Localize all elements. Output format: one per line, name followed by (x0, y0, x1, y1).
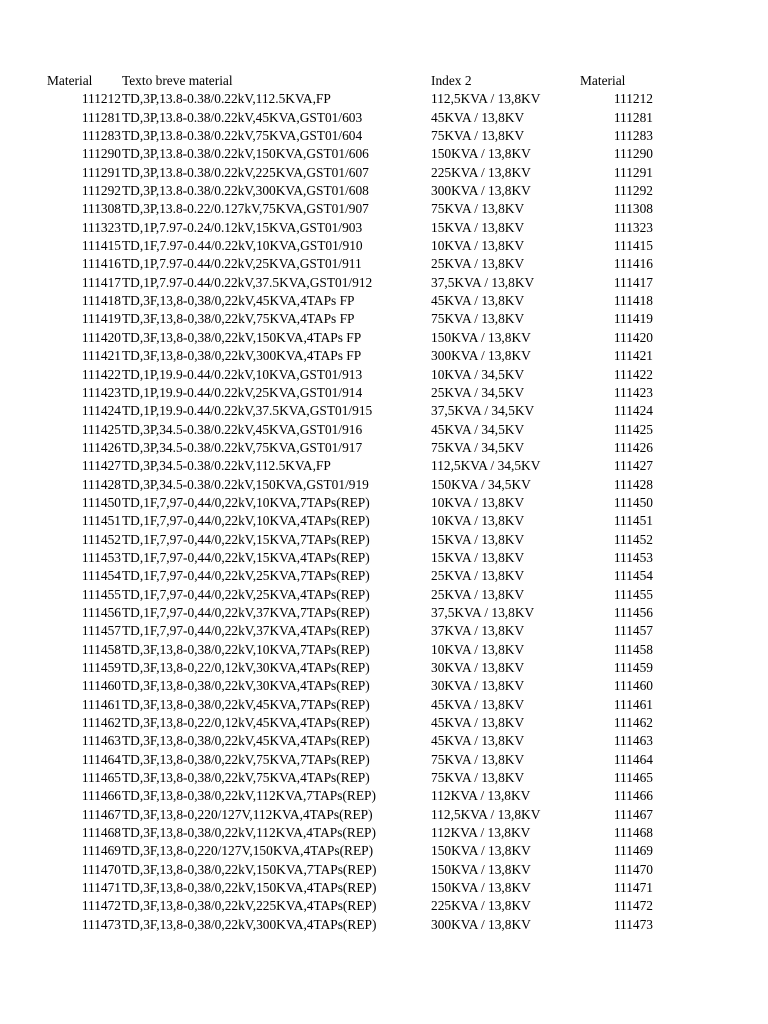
table-row (0, 127, 768, 145)
material-cell: 111455 (81, 586, 121, 602)
index-2-cell: 225KVA / 13,8KV (431, 164, 531, 180)
index-2-cell: 15KVA / 13,8KV (431, 531, 525, 547)
material-cell: 111323 (81, 219, 121, 235)
material-2-cell: 111458 (613, 641, 653, 657)
short-text-cell: TD,3P,13.8-0.38/0.22kV,225KVA,GST01/607 (122, 164, 369, 180)
index-2-cell: 15KVA / 13,8KV (431, 219, 525, 235)
material-2-cell: 111473 (613, 916, 653, 932)
short-text-cell: TD,3P,13.8-0.38/0.22kV,75KVA,GST01/604 (122, 128, 363, 144)
short-text-cell: TD,1F,7,97-0,44/0,22kV,37KVA,7TAPs(REP) (122, 604, 370, 620)
material-2-cell: 111465 (613, 770, 653, 786)
table-row (0, 164, 768, 182)
material-cell: 111464 (81, 751, 121, 767)
header-material-2: Material (580, 73, 626, 88)
index-2-cell: 112KVA / 13,8KV (431, 825, 531, 841)
index-2-cell: 30KVA / 13,8KV (431, 660, 525, 675)
table-row (0, 732, 768, 750)
short-text-cell: TD,1P,19.9-0.44/0.22kV,10KVA,GST01/913 (122, 366, 363, 382)
short-text-cell: TD,1P,7.97-0.44/0.22kV,25KVA,GST01/911 (122, 256, 362, 272)
material-2-cell: 111472 (613, 898, 653, 914)
material-2-cell: 111415 (613, 238, 653, 254)
short-text-cell: TD,3P,13.8-0.38/0.22kV,45KVA,GST01/603 (122, 109, 363, 125)
short-text-cell: TD,3F,13,8-0,38/0,22kV,75KVA,7TAPs(REP) (122, 751, 370, 767)
material-cell: 111421 (81, 348, 121, 364)
material-2-cell: 111419 (613, 311, 653, 327)
table-row (0, 916, 768, 934)
material-2-cell: 111450 (613, 494, 653, 510)
index-2-cell: 45KVA / 13,8KV (431, 293, 525, 309)
material-2-cell: 111422 (613, 366, 653, 382)
table-row (0, 842, 768, 860)
short-text-cell: TD,3F,13,8-0,38/0,22kV,10KVA,7TAPs(REP) (122, 641, 370, 657)
material-2-cell: 111456 (613, 604, 653, 620)
material-2-cell: 111323 (613, 219, 653, 235)
index-2-cell: 150KVA / 13,8KV (431, 146, 531, 162)
short-text-cell: TD,1F,7,97-0,44/0,22kV,37KVA,4TAPs(REP) (122, 623, 370, 639)
material-2-cell: 111425 (613, 421, 653, 437)
material-2-cell: 111462 (613, 715, 653, 731)
short-text-cell: TD,1P,19.9-0.44/0.22kV,25KVA,GST01/914 (122, 384, 363, 400)
material-2-cell: 111281 (613, 109, 653, 125)
table-row (0, 604, 768, 622)
table-row (0, 861, 768, 879)
short-text-cell: TD,3F,13,8-0,38/0,22kV,112KVA,7TAPs(REP) (122, 788, 376, 804)
index-2-cell: 112KVA / 13,8KV (431, 788, 531, 804)
short-text-cell: TD,3F,13,8-0,38/0,22kV,75KVA,4TAPs(REP) (122, 770, 370, 786)
material-2-cell: 111421 (613, 348, 653, 364)
material-cell: 111452 (81, 531, 121, 547)
material-cell: 111420 (81, 329, 121, 345)
material-cell: 111450 (81, 494, 121, 510)
material-cell: 111425 (81, 421, 121, 437)
index-2-cell: 75KVA / 13,8KV (431, 751, 525, 767)
short-text-cell: TD,1P,19.9-0.44/0.22kV,37.5KVA,GST01/915 (122, 403, 373, 419)
short-text-cell: TD,3F,13,8-0,38/0,22kV,300KVA,4TAPs FP (122, 348, 362, 364)
index-2-cell: 25KVA / 13,8KV (431, 586, 525, 602)
index-2-cell: 37,5KVA / 13,8KV (431, 274, 535, 290)
short-text-cell: TD,3F,13,8-0,38/0,22kV,30KVA,4TAPs(REP) (122, 678, 370, 694)
short-text-cell: TD,3F,13,8-0,38/0,22kV,150KVA,4TAPs FP (122, 329, 362, 345)
material-cell: 111469 (81, 843, 121, 859)
material-cell: 111454 (81, 568, 121, 584)
index-2-cell: 150KVA / 13,8KV (431, 329, 531, 345)
short-text-cell: TD,3F,13,8-0,38/0,22kV,112KVA,4TAPs(REP) (122, 825, 376, 841)
index-2-cell: 300KVA / 13,8KV (431, 916, 531, 932)
table-row (0, 329, 768, 347)
material-cell: 111423 (81, 384, 121, 400)
material-2-cell: 111451 (613, 513, 653, 529)
table-row (0, 879, 768, 897)
index-2-cell: 45KVA / 34,5KV (431, 421, 525, 437)
material-cell: 111462 (81, 715, 121, 731)
table-row (0, 219, 768, 237)
table-row (0, 384, 768, 402)
table-row (0, 787, 768, 805)
table-row (0, 769, 768, 787)
table-row (0, 622, 768, 640)
short-text-cell: TD,3F,13,8-0,38/0,22kV,225KVA,4TAPs(REP) (122, 898, 377, 914)
material-cell: 111473 (81, 916, 121, 932)
header-row (0, 72, 768, 90)
index-2-cell: 45KVA / 13,8KV (431, 696, 525, 712)
index-2-cell: 10KVA / 13,8KV (431, 513, 525, 529)
material-cell: 111291 (81, 164, 121, 180)
material-cell: 111456 (81, 604, 121, 620)
material-cell: 111472 (81, 898, 121, 914)
index-2-cell: 112,5KVA / 13,8KV (431, 91, 541, 107)
table-row (0, 274, 768, 292)
material-cell: 111308 (81, 201, 121, 217)
short-text-cell: TD,3F,13,8-0,38/0,22kV,150KVA,4TAPs(REP) (122, 880, 377, 896)
table-row (0, 751, 768, 769)
material-cell: 111428 (81, 476, 121, 492)
material-2-cell: 111466 (613, 788, 653, 804)
material-cell: 111281 (81, 109, 121, 125)
material-2-cell: 111470 (613, 861, 653, 877)
short-text-cell: TD,1F,7,97-0,44/0,22kV,10KVA,7TAPs(REP) (122, 494, 370, 510)
material-cell: 111466 (81, 788, 121, 804)
material-2-cell: 111308 (613, 201, 653, 217)
material-cell: 111461 (81, 696, 121, 712)
material-cell: 111453 (81, 549, 121, 565)
table-row (0, 641, 768, 659)
material-cell: 111470 (81, 861, 121, 877)
short-text-cell: TD,3P,34.5-0.38/0.22kV,75KVA,GST01/917 (122, 439, 363, 455)
table-row (0, 145, 768, 163)
short-text-cell: TD,1F,7,97-0,44/0,22kV,15KVA,7TAPs(REP) (122, 531, 370, 547)
material-cell: 111415 (81, 238, 121, 254)
material-2-cell: 111418 (613, 293, 653, 309)
short-text-cell: TD,3F,13,8-0,38/0,22kV,45KVA,7TAPs(REP) (122, 696, 370, 712)
index-2-cell: 10KVA / 13,8KV (431, 238, 525, 254)
material-cell: 111292 (81, 183, 121, 199)
material-cell: 111283 (81, 128, 121, 144)
index-2-cell: 150KVA / 13,8KV (431, 880, 531, 896)
table-row (0, 255, 768, 273)
index-2-cell: 112,5KVA / 13,8KV (431, 806, 541, 822)
material-cell: 111417 (81, 274, 121, 290)
material-cell: 111467 (81, 806, 121, 822)
index-2-cell: 10KVA / 13,8KV (431, 494, 525, 510)
short-text-cell: TD,3P,34.5-0.38/0.22kV,150KVA,GST01/919 (122, 476, 369, 492)
material-2-cell: 111453 (613, 549, 653, 565)
short-text-cell: TD,3F,13,8-0,38/0,22kV,45KVA,4TAPs FP (122, 293, 355, 309)
index-2-cell: 225KVA / 13,8KV (431, 898, 531, 914)
material-cell: 111418 (81, 293, 121, 309)
material-2-cell: 111292 (613, 183, 653, 199)
short-text-cell: TD,3P,13.8-0.22/0.127kV,75KVA,GST01/907 (122, 201, 369, 217)
material-cell: 111290 (81, 146, 121, 162)
table-row (0, 659, 768, 677)
index-2-cell: 10KVA / 13,8KV (431, 641, 525, 657)
index-2-cell: 75KVA / 13,8KV (431, 128, 525, 144)
material-2-cell: 111290 (613, 146, 653, 162)
header-material: Material (47, 73, 93, 88)
header-index-2: Index 2 (431, 73, 472, 88)
short-text-cell: TD,3F,13,8-0,220/127V,112KVA,4TAPs(REP) (122, 806, 373, 822)
table-row (0, 366, 768, 384)
short-text-cell: TD,1F,7,97-0,44/0,22kV,10KVA,4TAPs(REP) (122, 513, 370, 529)
short-text-cell: TD,3P,13.8-0.38/0.22kV,300KVA,GST01/608 (122, 183, 369, 199)
table-row (0, 476, 768, 494)
header-short-text: Texto breve material (122, 73, 233, 88)
material-2-cell: 111420 (613, 329, 653, 345)
material-cell: 111465 (81, 770, 121, 786)
table-row (0, 347, 768, 365)
material-2-cell: 111212 (613, 91, 653, 107)
short-text-cell: TD,3F,13,8-0,38/0,22kV,300KVA,4TAPs(REP) (122, 916, 377, 932)
index-2-cell: 45KVA / 13,8KV (431, 733, 525, 749)
material-2-cell: 111428 (613, 476, 653, 492)
short-text-cell: TD,1F,7,97-0,44/0,22kV,25KVA,7TAPs(REP) (122, 568, 370, 584)
material-2-cell: 111469 (613, 843, 653, 859)
index-2-cell: 300KVA / 13,8KV (431, 183, 531, 199)
table-row (0, 824, 768, 842)
table-row (0, 714, 768, 732)
short-text-cell: TD,1F,7.97-0.44/0.22kV,10KVA,GST01/910 (122, 238, 363, 254)
material-cell: 111427 (81, 458, 121, 474)
index-2-cell: 45KVA / 13,8KV (431, 715, 525, 731)
material-2-cell: 111283 (613, 128, 653, 144)
material-cell: 111458 (81, 641, 121, 657)
material-2-cell: 111452 (613, 531, 653, 547)
table-row (0, 292, 768, 310)
short-text-cell: TD,3F,13,8-0,38/0,22kV,150KVA,7TAPs(REP) (122, 861, 377, 877)
short-text-cell: TD,3P,34.5-0.38/0.22kV,45KVA,GST01/916 (122, 421, 363, 437)
material-cell: 111426 (81, 439, 121, 455)
material-cell: 111457 (81, 623, 121, 639)
index-2-cell: 25KVA / 13,8KV (431, 568, 525, 584)
table-row (0, 531, 768, 549)
table-row (0, 109, 768, 127)
table-row (0, 567, 768, 585)
material-cell: 111416 (81, 256, 121, 272)
index-2-cell: 10KVA / 34,5KV (431, 366, 525, 382)
material-2-cell: 111463 (613, 733, 653, 749)
index-2-cell: 37,5KVA / 34,5KV (431, 403, 535, 419)
material-2-cell: 111471 (613, 880, 653, 896)
short-text-cell: TD,1P,7.97-0.44/0.22kV,37.5KVA,GST01/912 (122, 274, 373, 290)
table-row (0, 897, 768, 915)
index-2-cell: 75KVA / 13,8KV (431, 770, 525, 786)
table-row (0, 806, 768, 824)
spreadsheet-table (0, 72, 768, 934)
material-cell: 111463 (81, 733, 121, 749)
index-2-cell: 150KVA / 34,5KV (431, 476, 531, 492)
material-2-cell: 111464 (613, 751, 653, 767)
material-cell: 111422 (81, 366, 121, 382)
index-2-cell: 112,5KVA / 34,5KV (431, 458, 541, 474)
material-2-cell: 111457 (613, 623, 653, 639)
material-2-cell: 111416 (613, 256, 653, 272)
material-2-cell: 111459 (613, 660, 653, 675)
table-row (0, 237, 768, 255)
index-2-cell: 45KVA / 13,8KV (431, 109, 525, 125)
table-row (0, 549, 768, 567)
index-2-cell: 25KVA / 34,5KV (431, 384, 525, 400)
material-cell: 111424 (81, 403, 121, 419)
table-row (0, 586, 768, 604)
material-2-cell: 111423 (613, 384, 653, 400)
index-2-cell: 37,5KVA / 13,8KV (431, 604, 535, 620)
table-row (0, 512, 768, 530)
short-text-cell: TD,3F,13,8-0,38/0,22kV,75KVA,4TAPs FP (122, 311, 355, 327)
index-2-cell: 25KVA / 13,8KV (431, 256, 525, 272)
index-2-cell: 15KVA / 13,8KV (431, 549, 525, 565)
index-2-cell: 150KVA / 13,8KV (431, 843, 531, 859)
short-text-cell: TD,3P,13.8-0.38/0.22kV,112.5KVA,FP (122, 91, 331, 107)
material-2-cell: 111424 (613, 403, 653, 419)
short-text-cell: TD,1P,7.97-0.24/0.12kV,15KVA,GST01/903 (122, 219, 363, 235)
index-2-cell: 75KVA / 13,8KV (431, 311, 525, 327)
short-text-cell: TD,3F,13,8-0,22/0,12kV,30KVA,4TAPs(REP) (122, 660, 370, 675)
table-row (0, 696, 768, 714)
material-2-cell: 111468 (613, 825, 653, 841)
short-text-cell: TD,3P,34.5-0.38/0.22kV,112.5KVA,FP (122, 458, 331, 474)
table-row (0, 421, 768, 439)
index-2-cell: 30KVA / 13,8KV (431, 678, 525, 694)
index-2-cell: 37KVA / 13,8KV (431, 623, 525, 639)
material-2-cell: 111291 (613, 164, 653, 180)
table-row (0, 439, 768, 457)
short-text-cell: TD,1F,7,97-0,44/0,22kV,15KVA,4TAPs(REP) (122, 549, 370, 565)
table-row (0, 90, 768, 108)
short-text-cell: TD,3F,13,8-0,38/0,22kV,45KVA,4TAPs(REP) (122, 733, 370, 749)
table-body (0, 90, 768, 934)
material-cell: 111471 (81, 880, 121, 896)
index-2-cell: 150KVA / 13,8KV (431, 861, 531, 877)
material-cell: 111460 (81, 678, 121, 694)
table-row (0, 402, 768, 420)
material-2-cell: 111460 (613, 678, 653, 694)
table-row (0, 310, 768, 328)
table-row (0, 200, 768, 218)
material-2-cell: 111426 (613, 439, 653, 455)
material-cell: 111468 (81, 825, 121, 841)
index-2-cell: 75KVA / 34,5KV (431, 439, 525, 455)
material-cell: 111459 (81, 660, 121, 675)
material-2-cell: 111417 (613, 274, 653, 290)
short-text-cell: TD,3F,13,8-0,220/127V,150KVA,4TAPs(REP) (122, 843, 374, 859)
index-2-cell: 75KVA / 13,8KV (431, 201, 525, 217)
table-row (0, 677, 768, 695)
material-cell: 111451 (81, 513, 121, 529)
short-text-cell: TD,1F,7,97-0,44/0,22kV,25KVA,4TAPs(REP) (122, 586, 370, 602)
short-text-cell: TD,3P,13.8-0.38/0.22kV,150KVA,GST01/606 (122, 146, 369, 162)
material-cell: 111212 (81, 91, 121, 107)
table-row (0, 457, 768, 475)
short-text-cell: TD,3F,13,8-0,22/0,12kV,45KVA,4TAPs(REP) (122, 715, 370, 731)
index-2-cell: 300KVA / 13,8KV (431, 348, 531, 364)
material-2-cell: 111467 (613, 806, 653, 822)
material-2-cell: 111454 (613, 568, 653, 584)
material-2-cell: 111461 (613, 696, 653, 712)
material-cell: 111419 (81, 311, 121, 327)
material-2-cell: 111455 (613, 586, 653, 602)
material-2-cell: 111427 (613, 458, 653, 474)
table-row (0, 182, 768, 200)
table-row (0, 494, 768, 512)
